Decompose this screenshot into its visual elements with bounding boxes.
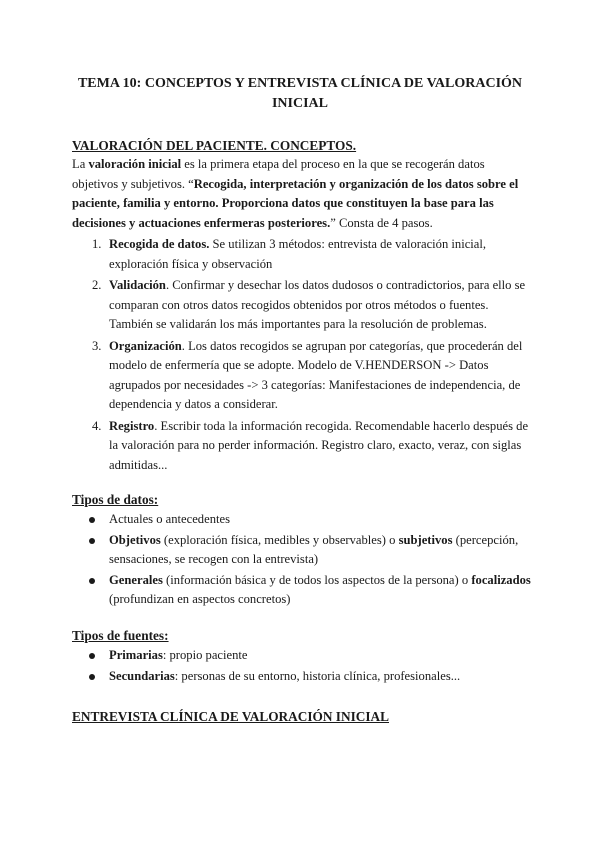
section-heading-valoracion: VALORACIÓN DEL PACIENTE. CONCEPTOS. xyxy=(72,138,357,153)
step-title: Recogida de datos. xyxy=(109,237,210,251)
list-item-text: (profundizan en aspectos concretos) xyxy=(109,592,291,606)
step-item xyxy=(72,276,532,335)
bullet-icon xyxy=(89,517,95,523)
list-item-text: (percepción, sensaciones, se recogen con la entrevista) xyxy=(109,532,519,566)
steps-list xyxy=(72,235,532,477)
step-number: 2. xyxy=(92,278,102,292)
step-title: Registro xyxy=(109,418,155,433)
intro-definition: Recogida, interpretación y organización de los datos sobre el paciente, familia y entorno. Proporciona datos que constituyen la base para las decisiones y actuaciones enfermeras posteriores. xyxy=(72,176,519,230)
step-title: Validación xyxy=(109,278,166,292)
bullet-icon xyxy=(89,653,95,659)
step-title: Organización xyxy=(109,338,182,353)
list-item-text: : propio paciente xyxy=(162,648,248,662)
term-generales: Generales xyxy=(109,572,163,587)
intro-text: ” Consta de 4 pasos. xyxy=(330,215,433,230)
term-objetivos: Objetivos xyxy=(109,532,161,547)
page-title: TEMA 10: CONCEPTOS Y ENTREVISTA CLÍNICA DE VALORACIÓN INICIAL xyxy=(77,76,523,111)
intro-text: La xyxy=(72,157,89,171)
tipos-datos-list xyxy=(72,510,532,611)
intro-paragraph xyxy=(72,155,532,233)
term-secundarias: Secundarias xyxy=(109,668,175,683)
step-text: . Los datos recogidos se agrupan por categorías, que procederán del modelo de enfermería que se adopte. Modelo de V.HENDERSON -> Datos agrupados por necesidades -> 3 categorías: Manifestaciones de independencia, de dependencia y datos a considerar. xyxy=(109,338,523,411)
list-item xyxy=(72,646,532,666)
term-focalizados: focalizados xyxy=(471,572,531,587)
intro-bold-term: valoración inicial xyxy=(88,157,182,171)
step-text: . Confirmar y desechar los datos dudosos o contradictorios, para ello se comparan con otros datos recogidos obtenidos por otros métodos o fuentes. También se validarán los más importantes para la resolución de problemas. xyxy=(109,278,526,331)
bullet-icon xyxy=(89,578,95,584)
list-item xyxy=(72,667,532,687)
list-item xyxy=(72,531,532,570)
section-heading-entrevista: ENTREVISTA CLÍNICA DE VALORACIÓN INICIAL xyxy=(72,709,389,724)
term-primarias: Primarias xyxy=(109,648,163,662)
bullet-icon xyxy=(89,538,95,544)
list-item-text: Actuales o antecedentes xyxy=(109,512,230,526)
step-number: 3. xyxy=(92,338,102,353)
step-item xyxy=(72,417,532,476)
heading-tipos-fuentes: Tipos de fuentes: xyxy=(72,628,169,643)
list-item xyxy=(72,571,532,610)
step-text: . Escribir toda la información recogida. Recomendable hacerlo después de la valoración para no perder información. Registro claro, exacto, veraz, con siglas admitidas... xyxy=(109,418,529,472)
step-text: Se utilizan 3 métodos: entrevista de valoración inicial, exploración física y observación xyxy=(109,237,487,271)
intro-text: es la primera etapa del proceso en la que se recogerán datos objetivos y subjetivos. “ xyxy=(72,157,485,191)
term-subjetivos: subjetivos xyxy=(398,532,453,547)
step-number: 4. xyxy=(92,418,102,433)
step-item xyxy=(72,235,532,274)
list-item-text: (exploración física, medibles y observables) o xyxy=(160,532,399,547)
list-item xyxy=(72,510,532,530)
heading-tipos-datos: Tipos de datos: xyxy=(72,492,159,507)
tipos-fuentes-list xyxy=(72,646,532,687)
step-number: 1. xyxy=(92,237,102,251)
list-item-text: : personas de su entorno, historia clínica, profesionales... xyxy=(174,668,461,683)
step-item xyxy=(72,337,532,415)
bullet-icon xyxy=(89,674,95,680)
list-item-text: (información básica y de todos los aspectos de la persona) o xyxy=(162,572,472,587)
